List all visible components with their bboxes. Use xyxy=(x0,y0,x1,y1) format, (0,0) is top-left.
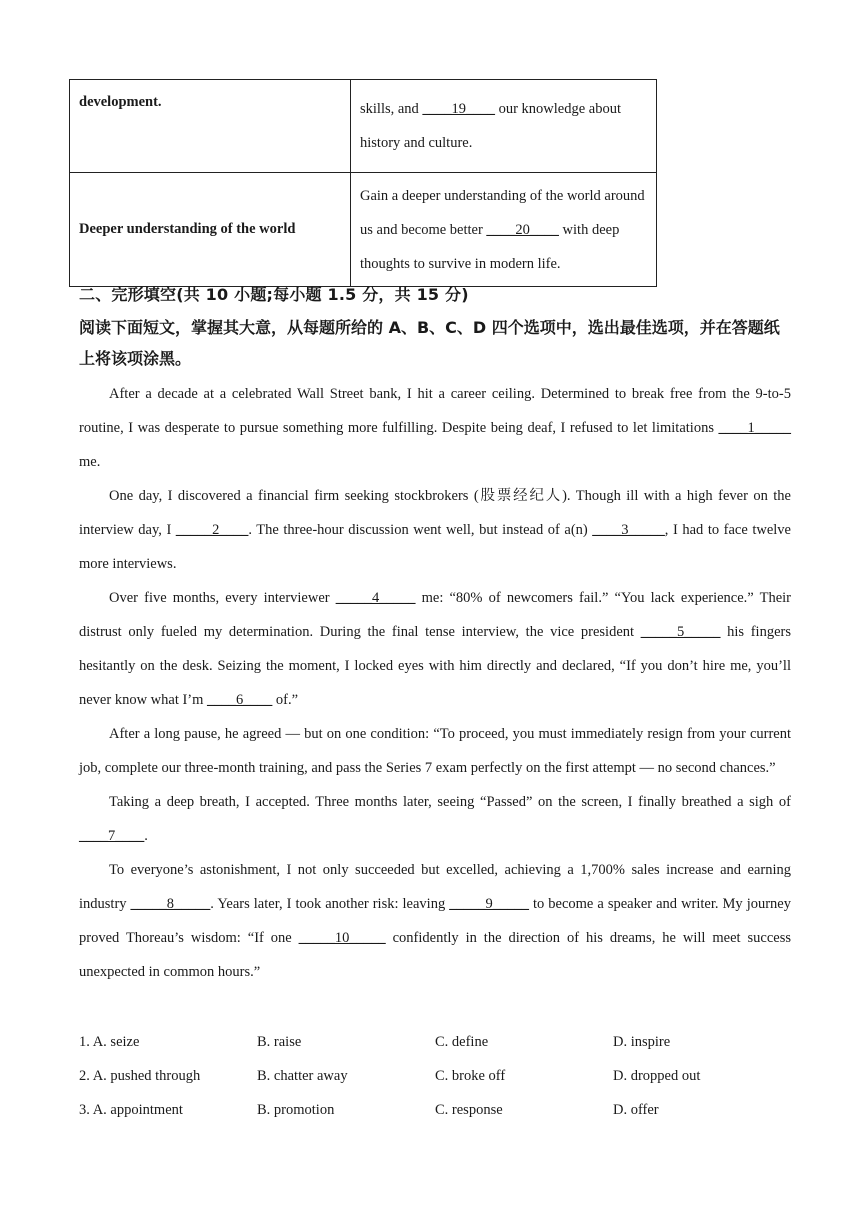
blank-20: ____20____ xyxy=(486,221,559,238)
cloze-passage xyxy=(79,377,791,989)
blank-6: ____6____ xyxy=(207,692,273,708)
question-options-1 xyxy=(79,1025,791,1059)
blank-2: _____2____ xyxy=(175,522,249,538)
answer-options xyxy=(79,1025,791,1127)
text: To everyone’s astonishment, I not only succeeded but excelled, achieving a 1,700% sales increase and earning industry xyxy=(79,862,791,912)
table-cell-heading: Deeper understanding of the world xyxy=(70,173,351,287)
table-row xyxy=(70,173,657,287)
blank-5: _____5_____ xyxy=(640,624,721,640)
option-a: 1. A. seize xyxy=(79,1033,140,1050)
text: me: “80% of newcomers fail.” “You lack experience.” Their distrust only fueled my determination. During the final tense interview, the vice president xyxy=(79,590,791,640)
table-row xyxy=(70,80,657,173)
text: to become a speaker and writer. My journey proved Thoreau’s wisdom: “If one xyxy=(79,896,791,946)
text: me. xyxy=(79,454,101,470)
text: . xyxy=(144,828,148,844)
option-c: C. define xyxy=(435,1033,489,1050)
paragraph xyxy=(79,853,791,989)
section-heading: 二、完形填空(共 10 小题;每小题 1.5 分，共 15 分) xyxy=(79,285,469,304)
section-instructions: 阅读下面短文，掌握其大意，从每题所给的 A、B、C、D 四个选项中，选出最佳选项，并在答题纸上将该项涂黑。 xyxy=(79,318,780,368)
question-options-3 xyxy=(79,1093,791,1127)
text: of.” xyxy=(272,692,299,708)
blank-10: _____10_____ xyxy=(298,930,386,946)
option-a: 3. A. appointment xyxy=(79,1101,183,1118)
text: confidently in the direction of his dreams, he will meet success unexpected in common hours.” xyxy=(79,930,791,980)
text: . Years later, I took another risk: leaving xyxy=(210,896,450,912)
option-a: 2. A. pushed through xyxy=(79,1067,201,1084)
question-options-2 xyxy=(79,1059,791,1093)
text: One day, I discovered a financial firm seeking stockbrokers (股票经纪人). Though ill with a high fever on the interview day, I xyxy=(79,488,791,538)
paragraph xyxy=(79,377,791,479)
blank-7: ____7____ xyxy=(79,828,145,844)
paragraph xyxy=(79,785,791,853)
table-cell-text xyxy=(351,173,657,287)
text: Taking a deep breath, I accepted. Three months later, seeing “Passed” on the screen, I finally breathed a sigh of xyxy=(109,794,791,810)
text: his fingers hesitantly on the desk. Seizing the moment, I locked eyes with him directly and declared, “If you don’t hire me, you’ll never know what I’m xyxy=(79,624,791,708)
blank-4: _____4_____ xyxy=(335,590,416,606)
blank-3: ____3_____ xyxy=(592,522,665,538)
option-b: B. promotion xyxy=(257,1101,335,1118)
option-c: C. broke off xyxy=(435,1067,506,1084)
blank-8: _____8_____ xyxy=(130,896,211,912)
blank-9: _____9_____ xyxy=(449,896,529,912)
paragraph xyxy=(79,479,791,581)
paragraph xyxy=(79,717,791,785)
text: After a long pause, he agreed — but on one condition: “To proceed, you must immediately resign from your current job, complete our three-month training, and pass the Series 7 exam perfectly on the first attempt — no second chances.” xyxy=(79,726,791,776)
option-c: C. response xyxy=(435,1101,503,1118)
table-cell-heading: development. xyxy=(70,80,351,173)
blank-1: ____1_____ xyxy=(718,420,791,436)
blank-19: ____19____ xyxy=(422,101,495,117)
option-d: D. offer xyxy=(613,1101,659,1118)
cell-text: Gain a deeper understanding of the world around us and become better xyxy=(360,187,645,238)
summary-table xyxy=(69,79,657,287)
cell-text: with deep thoughts to survive in modern life. xyxy=(360,221,620,272)
option-d: D. inspire xyxy=(613,1033,671,1050)
option-b: B. chatter away xyxy=(257,1067,348,1084)
cell-text: our knowledge about history and culture. xyxy=(360,101,621,151)
text: Over five months, every interviewer xyxy=(109,590,336,606)
table-cell-text xyxy=(351,80,657,173)
text: After a decade at a celebrated Wall Street bank, I hit a career ceiling. Determined to break free from the 9-to-5 routine, I was desperate to pursue something more fulfilling. Despite being deaf, I refused to let limitations xyxy=(79,386,791,436)
paragraph xyxy=(79,581,791,717)
text: . The three-hour discussion went well, but instead of a(n) xyxy=(248,522,593,538)
cell-text: skills, and xyxy=(360,101,423,117)
option-d: D. dropped out xyxy=(613,1067,701,1084)
option-b: B. raise xyxy=(257,1033,302,1050)
text: , I had to face twelve more interviews. xyxy=(79,522,791,572)
